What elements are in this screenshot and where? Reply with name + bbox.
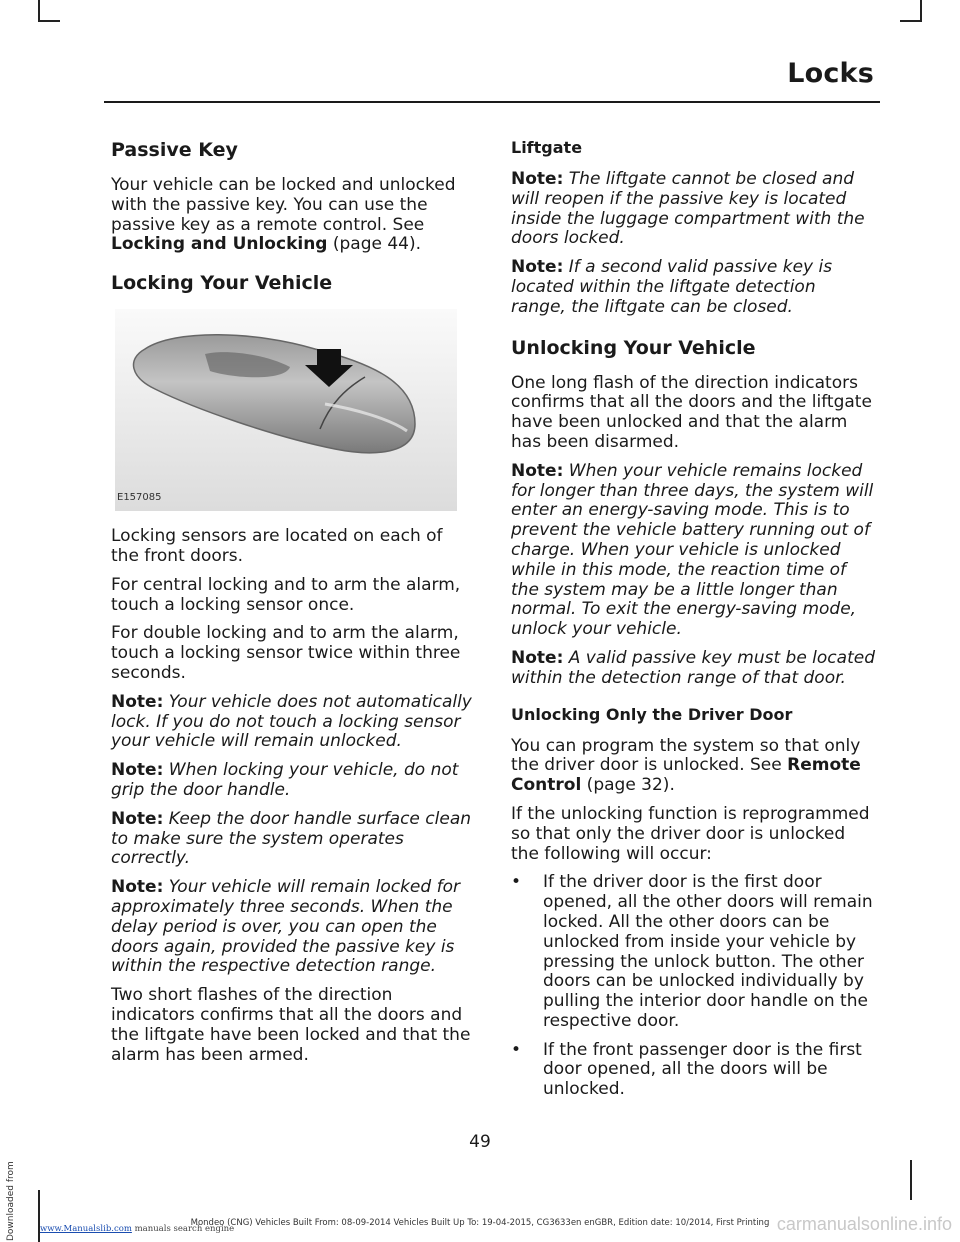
- note-4: [111, 878, 475, 977]
- page-number: 49: [469, 1132, 491, 1152]
- page-title: Locks: [787, 58, 874, 89]
- left-column: [111, 138, 475, 1074]
- central-locking-paragraph: For central locking and to arm the alarm, touch a locking sensor once.: [111, 574, 461, 615]
- crop-mark-top-right-v: [920, 0, 922, 22]
- list-item-text: If the front passenger door is the first door opened, all the doors will be unlocked.: [543, 1039, 862, 1100]
- figure-code: E157085: [117, 492, 162, 504]
- note-3: [111, 810, 475, 869]
- note-1: [111, 693, 475, 752]
- door-handle-illustration: [115, 309, 457, 511]
- armed-paragraph: Two short flashes of the direction indicators confirms that all the doors and the liftgate have been locked and that the alarm has been armed.: [111, 985, 471, 1065]
- reprogram-paragraph: If the unlocking function is reprogrammed so that only the driver door is unlocked the following will occur:: [511, 803, 870, 864]
- note-label: Note:: [511, 257, 564, 278]
- program-page-ref: (page 32).: [581, 775, 675, 796]
- unlocking-paragraph: One long flash of the direction indicators confirms that all the doors and the liftgate have been unlocked and that the alarm has been disarmed.: [511, 372, 872, 452]
- bullet-icon: •: [511, 1039, 522, 1060]
- driver-door-list: [511, 873, 875, 1100]
- note-2: [111, 761, 475, 801]
- note-label: Note:: [111, 691, 164, 712]
- unlocking-heading: Unlocking Your Vehicle: [511, 336, 756, 359]
- note-label: Note:: [511, 647, 564, 668]
- passive-key-text: Your vehicle can be locked and unlocked with the passive key. You can use the passive key as a remote control. See: [111, 175, 456, 235]
- download-prefix: Downloaded from: [6, 1161, 16, 1241]
- note-text: When locking your vehicle, do not grip the door handle.: [111, 760, 459, 800]
- unlocking-note-2: [511, 649, 875, 689]
- list-item: [511, 1041, 875, 1100]
- header-rule: [104, 101, 880, 103]
- brand-watermark: carmanualsonline.info: [776, 1214, 952, 1234]
- liftgate-note-1: [511, 170, 875, 249]
- remote-control-xref[interactable]: Remote Control: [511, 755, 861, 796]
- unlocking-note-1: [511, 462, 875, 640]
- download-prefix-vertical: [0, 1161, 20, 1242]
- download-suffix: manuals search engine: [131, 1224, 235, 1234]
- download-watermark: [40, 1224, 234, 1234]
- manualslib-link[interactable]: www.Manualslib.com: [40, 1224, 132, 1234]
- crop-mark-bottom-left-v: [38, 1190, 40, 1242]
- crop-mark-top-left-h: [38, 20, 60, 22]
- note-label: Note:: [511, 169, 564, 189]
- door-handle-figure: [115, 309, 457, 511]
- locking-heading: Locking Your Vehicle: [111, 272, 333, 295]
- footer-info: Mondeo (CNG) Vehicles Built From: 08-09-2014 Vehicles Built Up To: 19-04-2015, CG3633en enGBR, Edition date: 10/2014, First Printing: [190, 1218, 770, 1228]
- note-text: Keep the door handle surface clean to make sure the system operates correctly.: [111, 808, 472, 869]
- note-label: Note:: [511, 460, 564, 481]
- driver-door-heading: Unlocking Only the Driver Door: [511, 704, 793, 724]
- program-text: You can program the system so that only the driver door is unlocked. See: [511, 735, 861, 776]
- liftgate-heading: Liftgate: [511, 138, 583, 157]
- program-paragraph: [511, 737, 875, 796]
- list-item-text: If the driver door is the first door opened, all the other doors will remain locked. All the other doors can be unlocked from inside your vehicle by pressing the unlock button. The other doors can be unlocked individually by pulling the interior door handle on the respective door.: [543, 872, 873, 1031]
- note-text: Your vehicle will remain locked for approximately three seconds. When the delay period is over, you can open the doors again, provided the passive key is within the respective detection range.: [111, 877, 460, 977]
- sensors-paragraph: Locking sensors are located on each of the front doors.: [111, 526, 443, 566]
- crop-mark-top-right-h: [900, 20, 922, 22]
- crop-mark-top-left-v: [38, 0, 40, 22]
- note-text: Your vehicle does not automatically lock. If you do not touch a locking sensor your vehicle will remain unlocked.: [111, 691, 472, 752]
- note-label: Note:: [111, 808, 164, 829]
- passive-key-page-ref: (page 44).: [327, 234, 422, 255]
- liftgate-note-2: [511, 258, 875, 317]
- passive-key-heading: Passive Key: [111, 139, 238, 161]
- note-label: Note:: [111, 877, 164, 898]
- list-item: [511, 873, 875, 1031]
- note-text: When your vehicle remains locked for longer than three days, the system will enter an energy-saving mode. This is to prevent the vehicle battery running out of charge. When your vehicle is unlocked while in this mode, the reaction time of the system may be a little longer than normal. To exit the energy-saving mode, unlock your vehicle.: [511, 460, 874, 640]
- right-column: [511, 138, 875, 1109]
- bullet-icon: •: [511, 872, 522, 893]
- note-label: Note:: [111, 760, 164, 781]
- locking-unlocking-xref[interactable]: Locking and Unlocking: [111, 234, 328, 255]
- note-text: The liftgate cannot be closed and will reopen if the passive key is located inside the luggage compartment with the doors locked.: [511, 169, 865, 249]
- note-text: If a second valid passive key is located within the liftgate detection range, the liftgate can be closed.: [511, 257, 833, 317]
- double-locking-paragraph: For double locking and to arm the alarm, touch a locking sensor twice within three seconds.: [111, 623, 461, 683]
- passive-key-paragraph: [111, 176, 475, 255]
- note-text: A valid passive key must be located within the detection range of that door.: [511, 647, 875, 688]
- crop-mark-bottom-right-v: [910, 1160, 912, 1200]
